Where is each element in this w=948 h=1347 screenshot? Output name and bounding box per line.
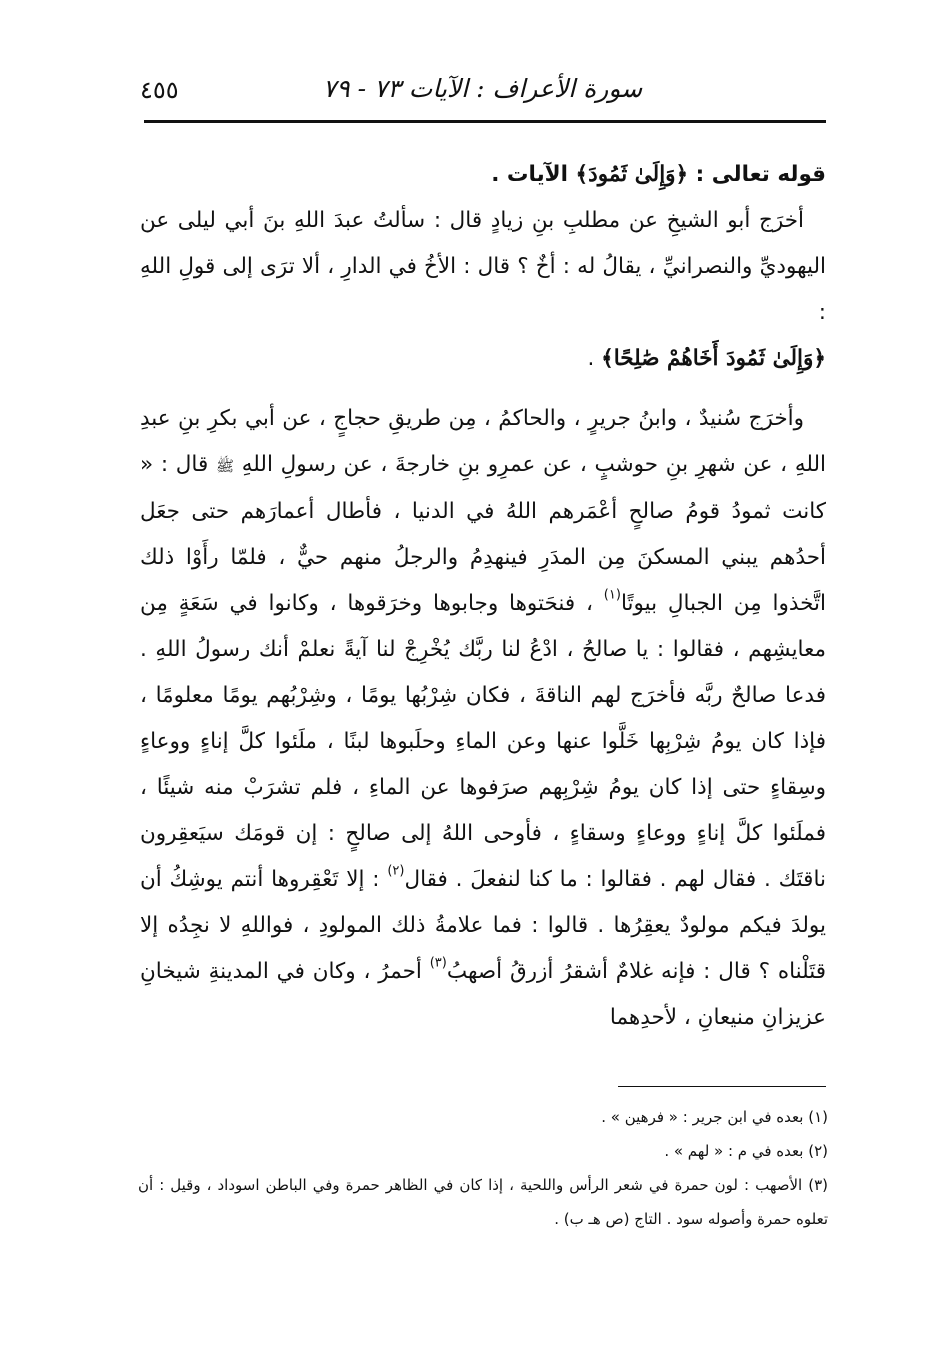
paragraph-2-part4: : إلا تَعْقِروها أنتم يوشِكُ أن يولدَ فيكم مولودٌ يعقِرُها . قالوا : فما علامةُ ذلك المولودِ ، فواللهِ لا نجِدُه إلا قتَلْناه ؟ قال : فإنه غلامٌ أشقرُ أزرقُ أصهبُ: [140, 867, 827, 984]
running-header: [140, 68, 825, 118]
paragraph-1-text: أخرَج أبو الشيخِ عن مطلبِ بنِ زيادٍ قال : سألتُ عبدَ اللهِ بنَ أبي ليلى عن اليهوديِّ والنصرانيِّ ، يقالُ له : أخٌ ؟ قال : الأخُ في الدارِ ، ألا ترَى إلى قولِ اللهِ :: [140, 208, 826, 325]
header-rule: [144, 120, 826, 123]
footnote-rule: [618, 1086, 826, 1087]
heading-lead: قوله تعالى :: [695, 162, 826, 187]
section-heading: [140, 152, 826, 198]
paragraph-2-part2: قال : « كانت ثمودُ قومُ صالحٍ أعْمَرهم اللهُ في الدنيا ، فأطال أعمارَهم حتى جعَل أحدُهم يبني المسكنَ مِن المدَرِ فينهدِمُ والرجلُ منهم حيٌّ ، فلمّا رأَوْا ذلك اتَّخذوا مِن الجبالِ بيوتًا: [140, 452, 826, 616]
footnote-1: (١) بعده في ابن جرير : « فرهين » .: [601, 1108, 828, 1126]
footnote-ref-3: (٣): [429, 955, 447, 971]
paragraph-2: [140, 396, 826, 1041]
footnotes: [138, 1100, 828, 1236]
paragraph-1-verse: ﴿وَإِلَىٰ ثَمُودَ أَخَاهُمْ صَٰلِحًا﴾: [601, 346, 826, 371]
footnote-ref-2: (٢): [387, 863, 405, 879]
page-number: ٤٥٥: [140, 76, 179, 104]
paragraph-2-part1: وأخرَج سُنيدٌ ، وابنُ جريرٍ ، والحاكمُ ، مِن طريقِ حجاجٍ ، عن أبي بكرِ بنِ عبدِ اللهِ ، عن شهرِ بنِ حوشبٍ ، عن عمرِو بنِ خارجةَ ، عن رسولِ اللهِ: [140, 406, 826, 477]
footnote-ref-1: (١): [603, 587, 621, 603]
heading-verse: ﴿وَإِلَىٰ ثَمُودَ﴾: [575, 162, 689, 187]
paragraph-1: [140, 198, 826, 382]
footnote-2: (٢) بعده في م : « لهم » .: [664, 1142, 828, 1160]
salutation-glyph: ﷺ: [215, 457, 235, 475]
paragraph-2-part5: أحمرُ ، وكان في المدينةِ شيخانِ عزيزانِ منيعانِ ، لأحدِهما: [140, 959, 826, 1030]
paragraph-2-part3: ، فنحَتوها وجابوها وخرَقوها ، وكانوا في سَعَةٍ مِن معايشِهم ، فقالوا : يا صالحُ ، ادْعُ لنا ربَّك يُخْرِجْ لنا آيةً نعلمْ أنك رسولُ اللهِ . فدعا صالحٌ ربَّه فأخرَج لهم الناقةَ ، فكان شِرْبُها يومًا ، وشِرْبُهم يومًا معلومًا ، فإذا كان يومُ شِرْبِها خَلَّوا عنها وعن الماءِ وحلَبوها لبنًا ، ملَئوا كلَّ إناءٍ ووعاءٍ وسِقاءٍ حتى إذا كان يومُ شِرْبِهم صرَفوها عن الماءِ ، فلم تشرَبْ منه شيئًا ، فملَئوا كلَّ إناءٍ ووعاءٍ وسقاءٍ ، فأوحى اللهُ إلى صالحٍ : إن قومَك سيَعقِرون ناقتَك . فقال لهم . فقالوا : ما كنا لنفعلَ . فقال: [140, 591, 826, 892]
heading-tail: الآيات .: [491, 162, 569, 187]
paragraph-1-tail: .: [587, 346, 595, 371]
footnote-3: (٣) الأصهب : لون حمرة في شعر الرأس واللحية ، إذا كان في الظاهر حمرة وفي الباطن اسوداد ، وقيل : أن تعلوه حمرة وأصوله سود . التاج (ص هـ ب) .: [138, 1176, 828, 1228]
main-text: [140, 152, 826, 1055]
running-title: سورة الأعراف : الآيات ٧٣ - ٧٩: [322, 74, 643, 103]
